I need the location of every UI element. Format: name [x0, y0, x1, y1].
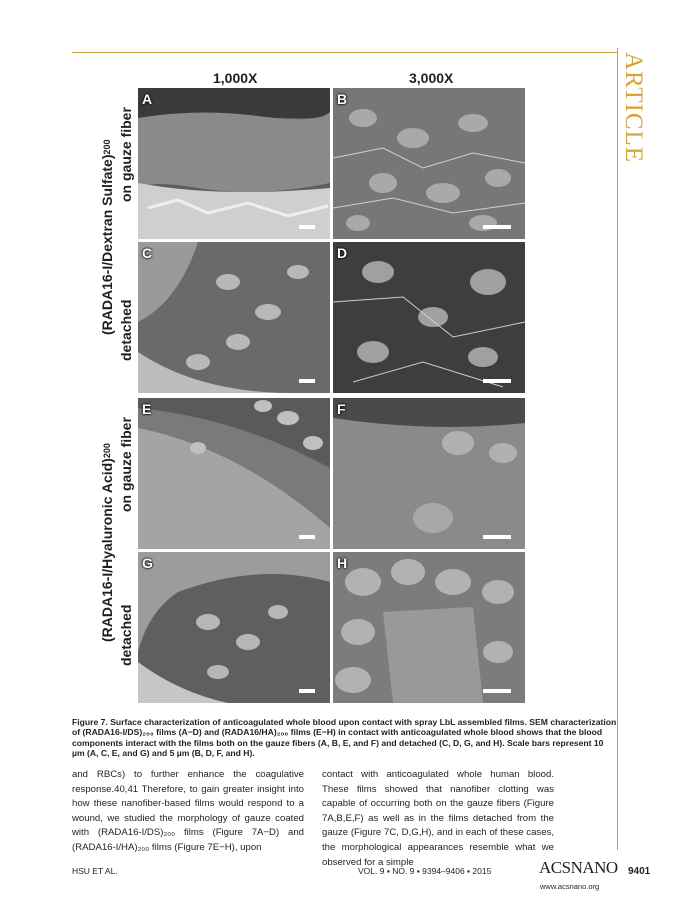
- journal-logo: ACSNANO: [539, 858, 618, 877]
- scale-bar: [299, 535, 315, 539]
- row-group-main: (RADA16-I/Dextran Sulfate): [99, 154, 115, 336]
- row-group-label-hyaluronic: [99, 410, 116, 675]
- row-label-on-gauze-fiber: on gauze fiber: [118, 417, 134, 513]
- sem-panel-g: [138, 552, 330, 703]
- scale-bar: [299, 689, 315, 693]
- sem-panel-f: [333, 398, 525, 549]
- scale-bar: [483, 225, 511, 229]
- row-label-detached: detached: [118, 299, 134, 361]
- row-group-subscript: 200: [102, 443, 112, 459]
- sem-panel-b: [333, 88, 525, 239]
- panel-letter: B: [337, 91, 348, 107]
- header-rule: [72, 52, 617, 53]
- panel-letter: D: [337, 245, 348, 261]
- sem-panel-c: [138, 242, 330, 393]
- scale-bar: [483, 379, 511, 383]
- panel-letter: F: [337, 401, 346, 417]
- scale-bar: [483, 535, 511, 539]
- row-label-on-gauze-fiber: on gauze fiber: [118, 107, 134, 203]
- panel-letter: C: [142, 245, 153, 261]
- scale-bar: [299, 379, 315, 383]
- panel-letter: G: [142, 555, 153, 571]
- figure-caption: Figure 7. Surface characterization of anticoagulated whole blood upon contact with spray LbL assembled films. SEM characterization of (RADA16-I/DS)₂₀₀ films (A−D) and (RADA16/HA)₂₀₀ films (E−H) in contact with anticoagulated whole blood shows that the blood components interact with the films both on the gauze fibers (A, B, E, and F) and detached (C, D, G, and H). Scale bars represent 10 µm (A, C, E, and G) and 5 µm (B, D, F, and H).: [72, 717, 617, 758]
- sem-panel-a: [138, 88, 330, 239]
- row-label-detached: detached: [118, 604, 134, 666]
- column-header-3000x: 3,000X: [409, 70, 454, 86]
- panel-letter: H: [337, 555, 348, 571]
- sem-image: [138, 88, 330, 239]
- scale-bar: [483, 689, 511, 693]
- row-group-main: (RADA16-I/Hyaluronic Acid): [99, 458, 115, 642]
- sem-panel-e: [138, 398, 330, 549]
- margin-rule: [617, 48, 618, 850]
- body-text-left-column: and RBCs) to further enhance the coagulative response.40,41 Therefore, to gain greater insight into how these nanofiber-based films would respond to a wound, we studied the morphology of gauze coated with (RADA16-I/DS)₂₀₀ films (Figure 7A−D) and (RADA16-I/HA)₂₀₀ films (Figure 7E−H), upon: [72, 769, 304, 853]
- row-group-subscript: 200: [102, 139, 112, 155]
- sem-image: [138, 398, 330, 549]
- scale-bar: [299, 225, 315, 229]
- footer-citation: VOL. 9 ▪ NO. 9 ▪ 9394–9406 ▪ 2015: [358, 866, 492, 876]
- sem-panel-h: [333, 552, 525, 703]
- sem-image: [333, 552, 525, 703]
- row-group-label-dextran: [99, 110, 116, 365]
- column-header-1000x: 1,000X: [213, 70, 258, 86]
- sem-image: [138, 552, 330, 703]
- sem-image: [333, 88, 525, 239]
- panel-letter: A: [142, 91, 153, 107]
- sem-image: [138, 242, 330, 393]
- sem-image: [333, 242, 525, 393]
- sem-image: [333, 398, 525, 549]
- body-text-right-column: contact with anticoagulated whole human blood. These films showed that nanofiber clotting was capable of occurring both on the gauze fibers (Figure 7A,B,E,F) as well as in the films detached from the gauze (Figure 7C, D,G,H), and in each of these cases, the morphological appearances resemble what we observed for a simple: [322, 769, 554, 868]
- sem-panel-d: [333, 242, 525, 393]
- article-section-label: ARTICLE: [620, 52, 647, 164]
- footer-authors: HSU ET AL.: [72, 866, 118, 876]
- journal-url[interactable]: www.acsnano.org: [540, 882, 600, 891]
- page-number: 9401: [628, 866, 651, 877]
- panel-letter: E: [142, 401, 152, 417]
